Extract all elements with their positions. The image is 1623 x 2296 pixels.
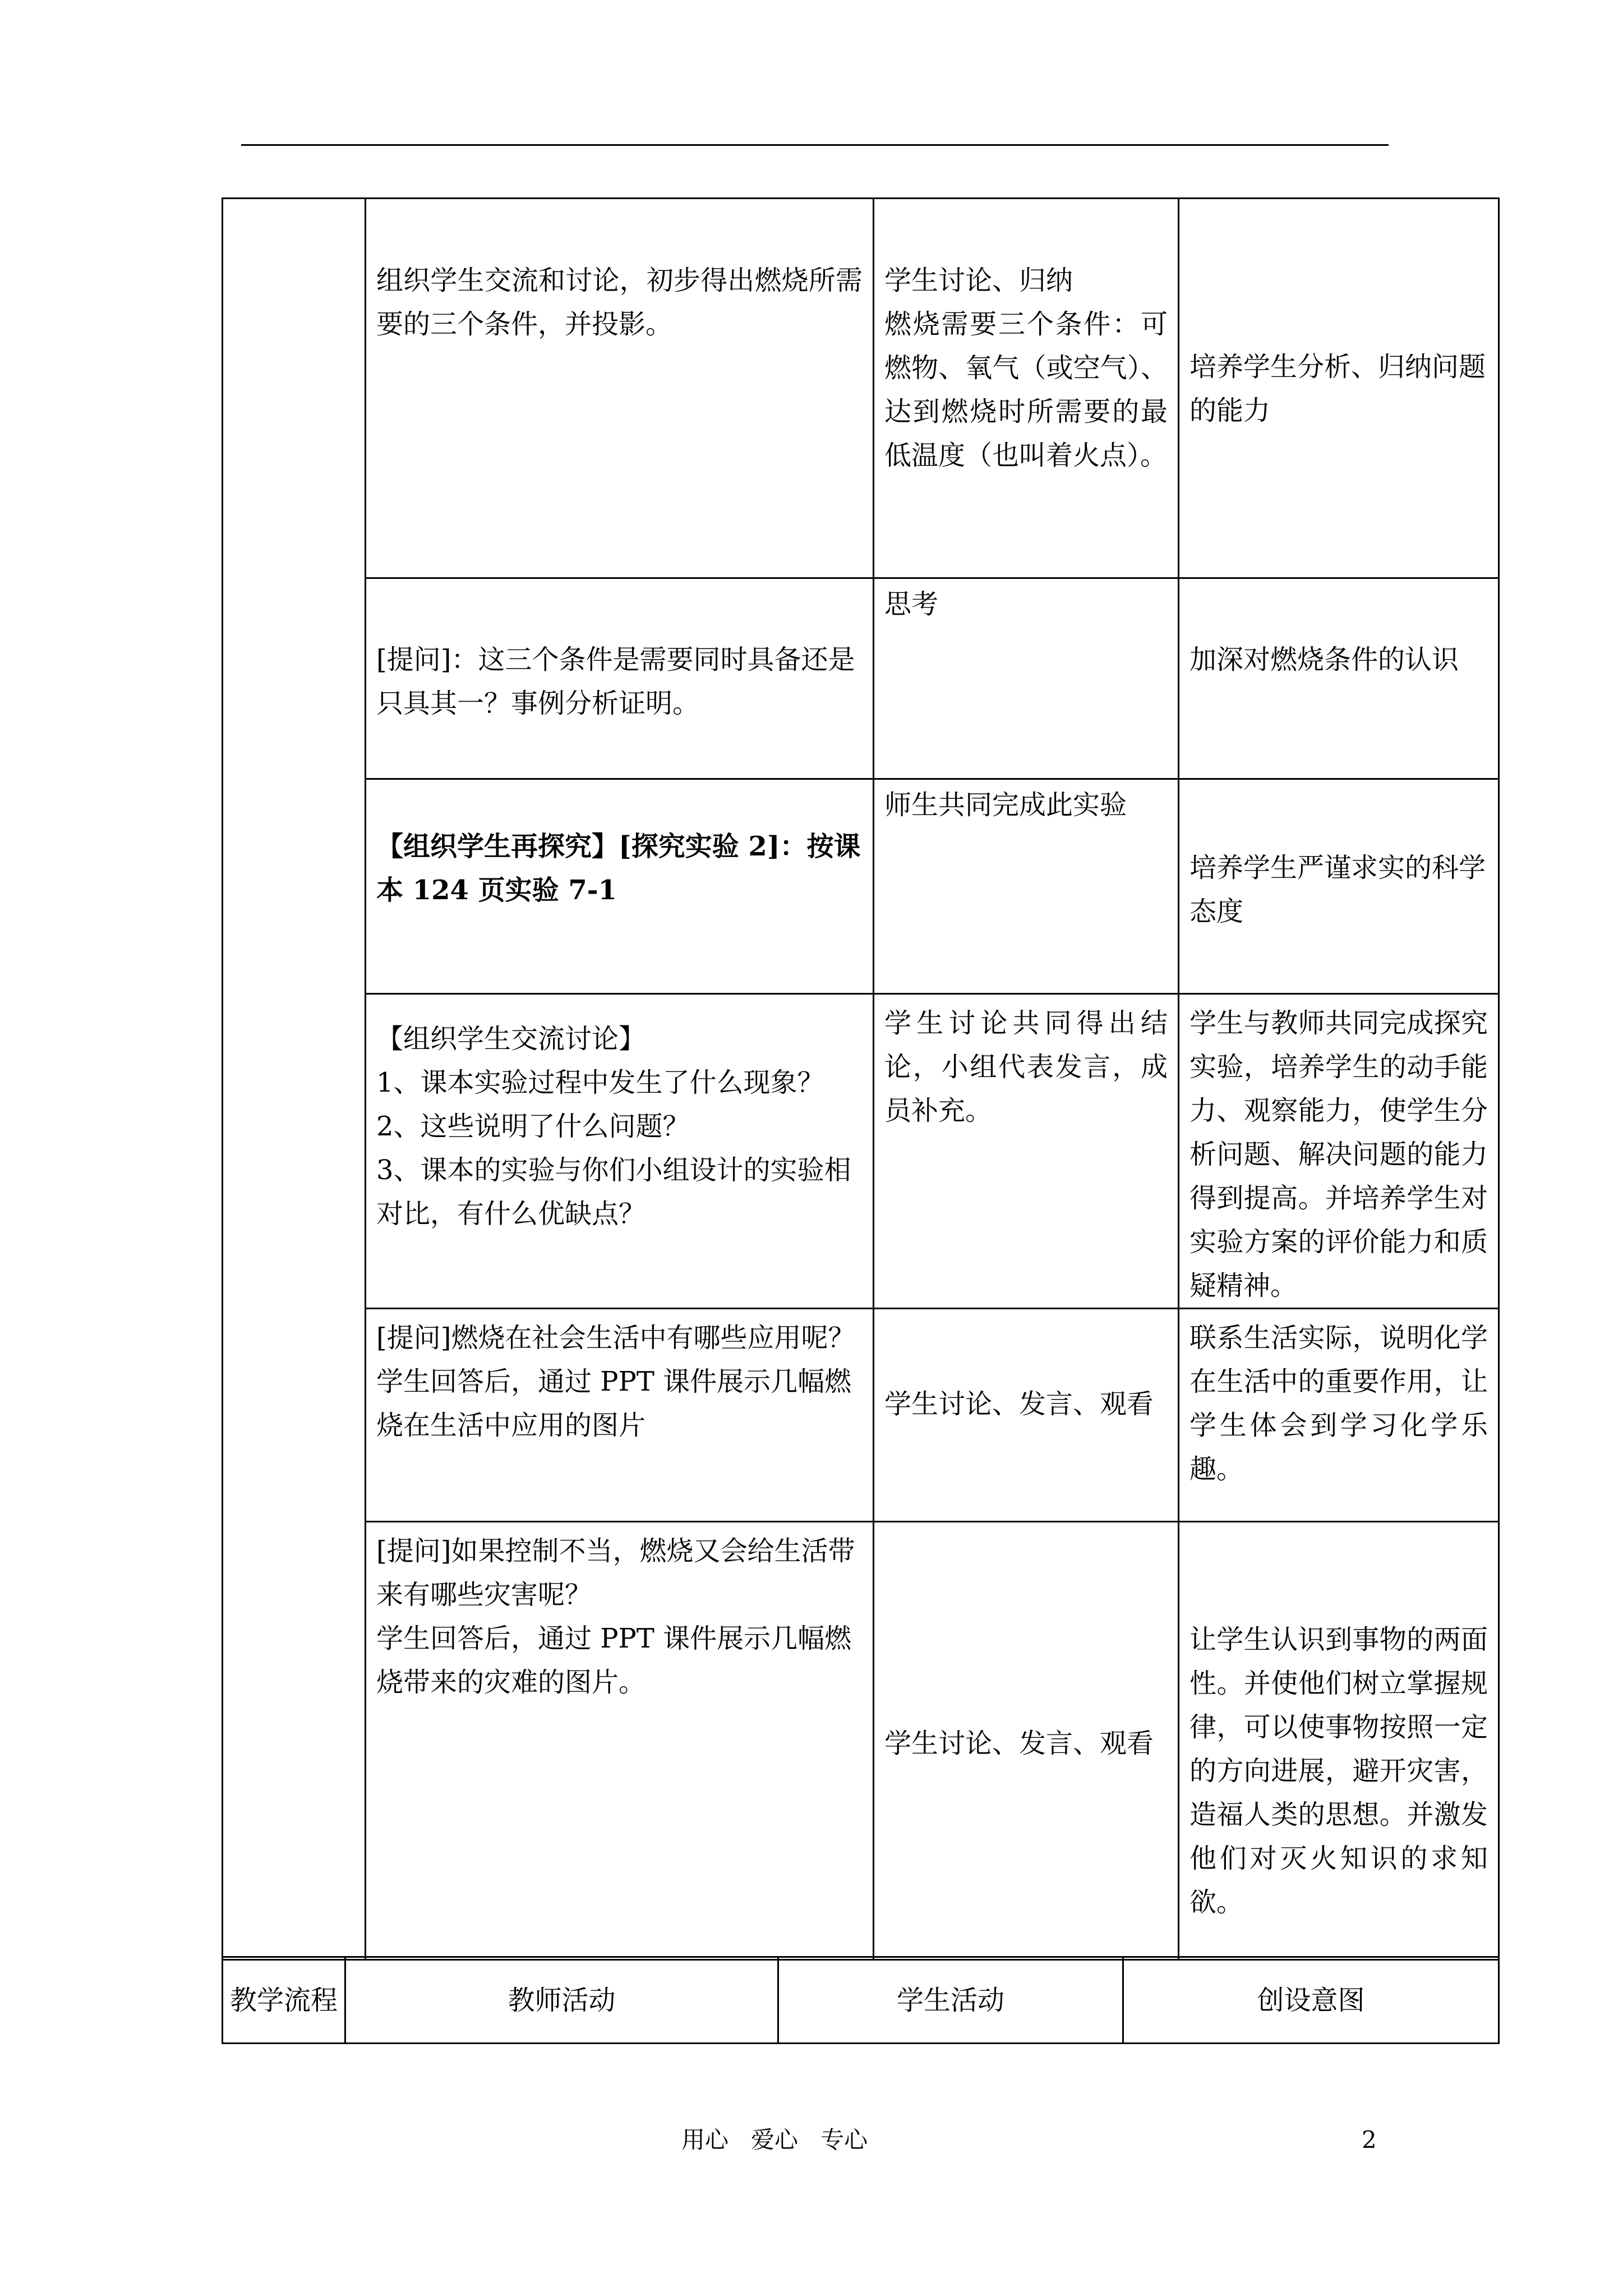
student-cell: 学生讨论、归纳 燃烧需要三个条件：可燃物、氧气（或空气）、达到燃烧时所需要的最低温度（也叫着火点）。 [874, 199, 1179, 578]
page-number: 2 [1362, 2126, 1377, 2154]
table-row [223, 578, 1499, 779]
table-row [223, 1522, 1499, 1960]
student-cell: 学生讨论、发言、观看 [874, 1522, 1179, 1960]
teacher-cell: [提问]如果控制不当，燃烧又会给生活带来有哪些灾害呢？ 学生回答后，通过 PPT 课件展示几幅燃烧带来的灾难的图片。 [366, 1522, 874, 1960]
footer-slogan: 用心 爱心 专心 [681, 2126, 868, 2154]
teacher-cell: [提问]：这三个条件是需要同时具备还是只具其一？事例分析证明。 [366, 578, 874, 779]
student-cell: 师生共同完成此实验 [874, 779, 1179, 994]
student-cell: 学生讨论、发言、观看 [874, 1309, 1179, 1522]
teacher-cell: 【组织学生交流讨论】 1、课本实验过程中发生了什么现象？ 2、这些说明了什么问题？ 3、课本的实验与你们小组设计的实验相对比，有什么优缺点？ [366, 994, 874, 1309]
teacher-cell: [提问]燃烧在社会生活中有哪些应用呢？ 学生回答后，通过 PPT 课件展示几幅燃烧在生活中应用的图片 [366, 1309, 874, 1522]
process-cell [223, 199, 366, 1960]
intent-cell: 培养学生分析、归纳问题的能力 [1179, 199, 1499, 578]
table-row [223, 1309, 1499, 1522]
table-row [223, 994, 1499, 1309]
table-row [223, 199, 1499, 578]
header-row-table [222, 1956, 1500, 2044]
student-cell: 思考 [874, 578, 1179, 779]
table-row [223, 779, 1499, 994]
col-student-header: 学生活动 [778, 1957, 1123, 2044]
col-teacher-header: 教师活动 [345, 1957, 778, 2044]
intent-cell: 让学生认识到事物的两面性。并使他们树立掌握规律，可以使事物按照一定的方向进展，避开灾害，造福人类的思想。并激发他们对灭火知识的求知欲。 [1179, 1522, 1499, 1960]
table-header-row [223, 1957, 1499, 2044]
student-cell: 学生讨论共同得出结论，小组代表发言，成员补充。 [874, 994, 1179, 1309]
intent-cell: 培养学生严谨求实的科学态度 [1179, 779, 1499, 994]
intent-cell: 加深对燃烧条件的认识 [1179, 578, 1499, 779]
col-process-header: 教学流程 [223, 1957, 345, 2044]
intent-cell: 学生与教师共同完成探究实验，培养学生的动手能力、观察能力，使学生分析问题、解决问题的能力得到提高。并培养学生对实验方案的评价能力和质疑精神。 [1179, 994, 1499, 1309]
teacher-cell: 组织学生交流和讨论，初步得出燃烧所需要的三个条件，并投影。 [366, 199, 874, 578]
intent-cell: 联系生活实际，说明化学在生活中的重要作用，让学生体会到学习化学乐趣。 [1179, 1309, 1499, 1522]
teacher-cell: 【组织学生再探究】[探究实验 2]：按课本 124 页实验 7-1 [366, 779, 874, 994]
col-intent-header: 创设意图 [1123, 1957, 1499, 2044]
header-rule [241, 144, 1389, 146]
lesson-table [222, 197, 1500, 1961]
